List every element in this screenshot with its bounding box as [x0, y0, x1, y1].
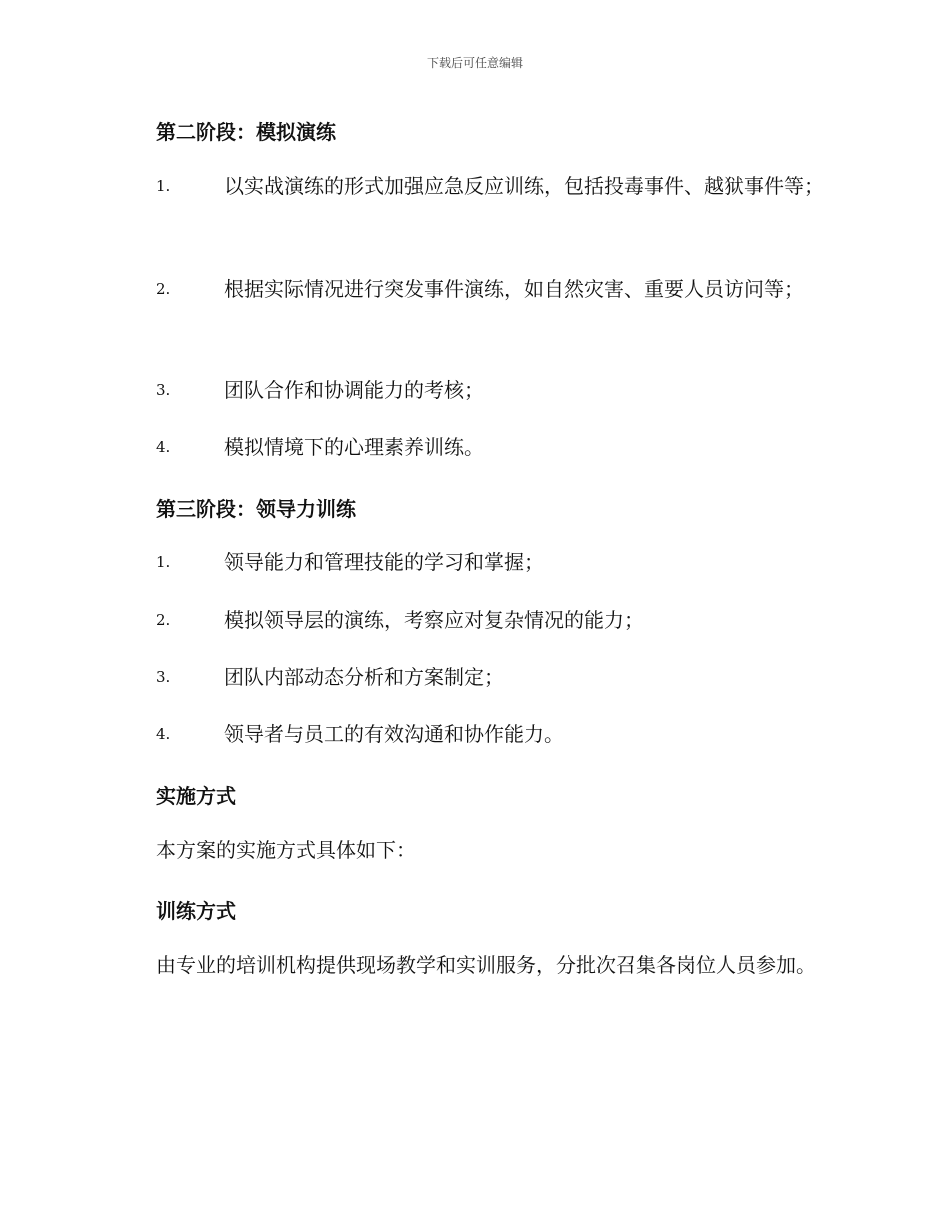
list-item-number: 1. [156, 553, 171, 571]
list-item [112, 597, 842, 643]
section-heading-implementation: 实施方式 [156, 784, 236, 808]
list-item [112, 424, 842, 470]
list-item-text: 团队内部动态分析和方案制定； [224, 665, 504, 689]
list-item-text: 领导能力和管理技能的学习和掌握； [224, 550, 544, 574]
list-item-number: 4. [156, 725, 171, 743]
section-heading-simulation: 第二阶段：模拟演练 [156, 120, 336, 144]
section-heading-training-method: 训练方式 [156, 899, 236, 923]
list-item-number: 1. [156, 177, 171, 195]
list-item-text: 团队合作和协调能力的考核； [224, 378, 484, 402]
list-item [112, 266, 842, 312]
list-item-text: 根据实际情况进行突发事件演练，如自然灾害、重要人员访问等； [224, 277, 804, 301]
list-item [112, 711, 842, 757]
list-item-number: 3. [156, 381, 171, 399]
list-item-text: 以实战演练的形式加强应急反应训练，包括投毒事件、越狱事件等； [224, 174, 824, 198]
list-item-number: 3. [156, 668, 171, 686]
list-item [112, 367, 842, 413]
list-item [112, 163, 842, 209]
page-header: 下载后可任意编辑 [426, 56, 523, 70]
list-item-text: 领导者与员工的有效沟通和协作能力。 [224, 722, 564, 746]
list-item-number: 2. [156, 611, 171, 629]
training-method-text: 由专业的培训机构提供现场教学和实训服务，分批次召集各岗位人员参加。 [156, 953, 816, 977]
section-heading-leadership: 第三阶段：领导力训练 [156, 497, 356, 521]
implementation-intro: 本方案的实施方式具体如下： [156, 838, 416, 862]
list-item [112, 654, 842, 700]
list-item-text: 模拟情境下的心理素养训练。 [224, 435, 484, 459]
list-item-number: 2. [156, 280, 171, 298]
list-item [112, 539, 842, 585]
list-item-number: 4. [156, 438, 171, 456]
list-item-text: 模拟领导层的演练，考察应对复杂情况的能力； [224, 608, 644, 632]
